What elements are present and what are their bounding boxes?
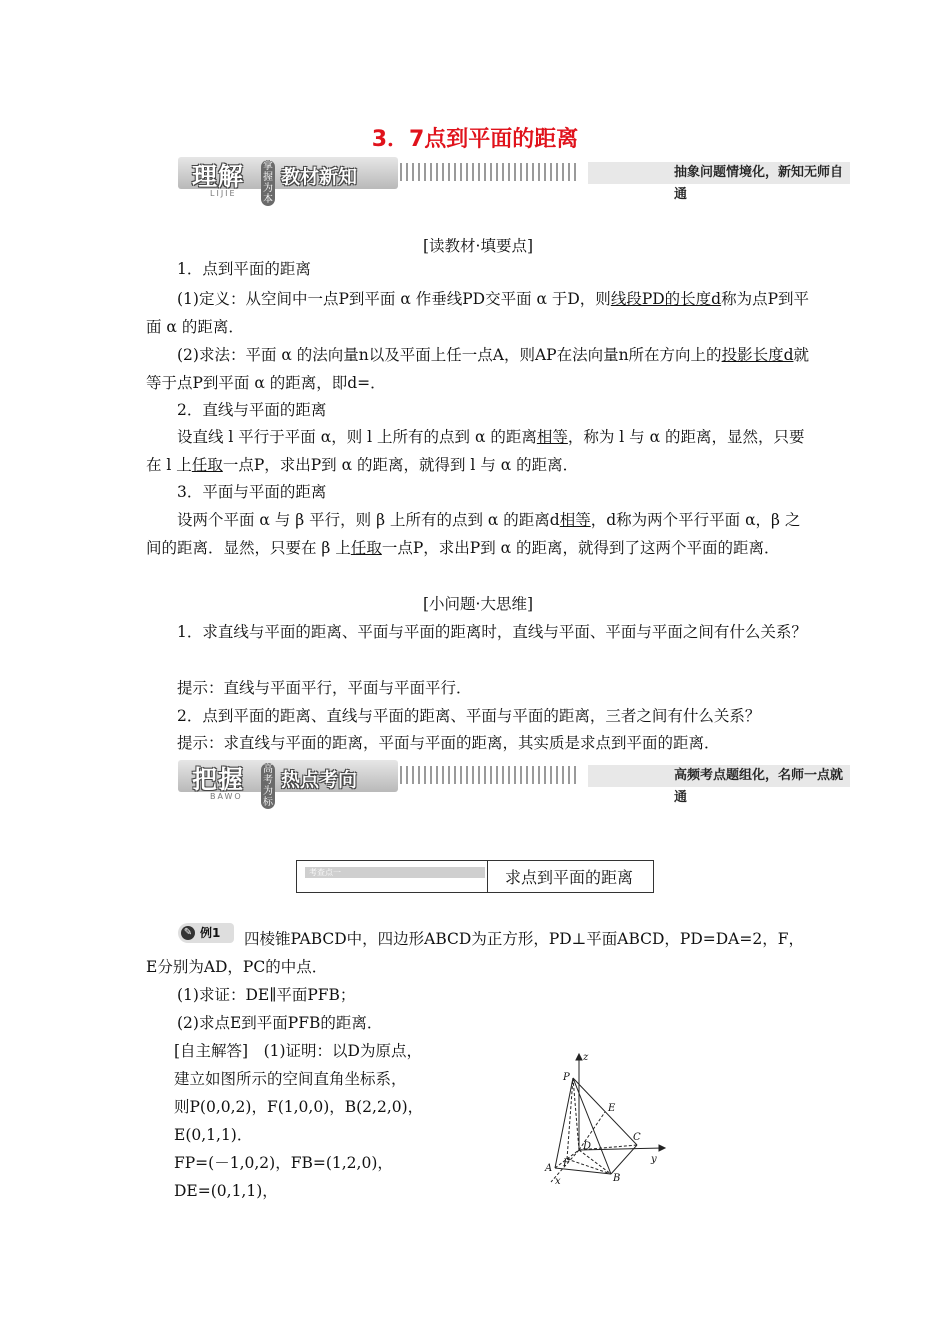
s3-text bbox=[146, 506, 810, 562]
text: 一点P，求出P到 α 的距离，就得到 l 与 α 的距离． bbox=[222, 456, 579, 474]
banner-pinyin: BAWO bbox=[210, 792, 243, 801]
underlined-term: 任取 bbox=[191, 456, 223, 474]
topic-tag: 考查点一 bbox=[305, 867, 485, 878]
label-P: P bbox=[563, 1072, 570, 1083]
example-number: 例1 bbox=[200, 926, 221, 940]
text: 称为点P到平面 α 的距离． bbox=[146, 290, 810, 336]
underlined-term: 任取 bbox=[350, 539, 382, 557]
solution-line: DE=(0,1,1)， bbox=[174, 1182, 278, 1200]
edge-PC bbox=[573, 1078, 637, 1145]
label-z: z bbox=[583, 1052, 589, 1063]
pencil-icon: ✎ bbox=[181, 926, 195, 940]
section-banner-understand bbox=[178, 157, 850, 205]
solution-line: 则P(0,0,2)，F(1,0,0)，B(2,2,0)， bbox=[174, 1098, 424, 1116]
banner-small-text: 掌握为本 bbox=[263, 161, 273, 205]
label-y: y bbox=[651, 1154, 657, 1165]
topic-divider bbox=[487, 861, 488, 892]
s1-definition bbox=[146, 285, 810, 341]
s1-heading: 1．点到平面的距离 bbox=[177, 260, 311, 278]
banner-big-text: 理解 bbox=[192, 162, 245, 191]
s1-method bbox=[146, 341, 810, 397]
label-A: A bbox=[545, 1163, 553, 1174]
section-banner-master bbox=[178, 760, 850, 808]
s2-heading: 2．直线与平面的距离 bbox=[177, 401, 327, 419]
label-B: B bbox=[613, 1173, 621, 1184]
edge-PD bbox=[573, 1078, 579, 1150]
banner-pinyin: LIJIE bbox=[210, 189, 237, 198]
s3-heading: 3．平面与平面的距离 bbox=[177, 483, 327, 501]
text: 一点P，求出P到 α 的距离，就得到了这两个平面的距离． bbox=[381, 539, 780, 557]
think-header: [小问题·大思维] bbox=[422, 595, 534, 613]
answer-2: 提示：求直线与平面的距离，平面与平面的距离，其实质是求点到平面的距离． bbox=[177, 734, 720, 752]
topic-box bbox=[296, 860, 654, 893]
question-2: 2．点到平面的距离、直线与平面的距离、平面与平面的距离，三者之间有什么关系？ bbox=[177, 707, 761, 725]
example-question-1: (1)求证：DE∥平面PFB； bbox=[177, 986, 356, 1004]
label-D: D bbox=[583, 1141, 592, 1152]
question-1: 1．求直线与平面的距离、平面与平面的距离时，直线与平面、平面与平面之间有什么关系？ bbox=[177, 623, 807, 641]
text: (2)求法：平面 α 的法向量n以及平面上任一点A，则AP在法向量n所在方向上的 bbox=[177, 346, 722, 364]
answer-1: 提示：直线与平面平行，平面与平面平行． bbox=[177, 679, 472, 697]
banner-stripes bbox=[400, 766, 580, 784]
banner-small-text: 高考为标 bbox=[263, 764, 273, 808]
topic-title: 求点到平面的距离 bbox=[505, 868, 634, 887]
text: 就等于点P到平面 α 的距离，即d=． bbox=[146, 346, 810, 392]
read-header: [读教材·填要点] bbox=[422, 237, 534, 255]
page-title: 3．7点到平面的距离 bbox=[371, 127, 579, 152]
underlined-term: 线段PD的长度d bbox=[610, 290, 722, 308]
edge-PA bbox=[555, 1078, 573, 1168]
solution-line: [自主解答] (1)证明：以D为原点， bbox=[174, 1042, 422, 1060]
label-C: C bbox=[633, 1132, 641, 1143]
text: 设直线 l 平行于平面 α，则 l 上所有的点到 α 的距离 bbox=[177, 428, 537, 446]
z-arrow bbox=[576, 1054, 582, 1060]
banner-stripes bbox=[400, 163, 580, 181]
label-F: F bbox=[563, 1158, 570, 1169]
banner-big-text: 把握 bbox=[192, 765, 245, 794]
s2-text bbox=[146, 423, 810, 479]
text: ，d称为两个平行平面 α，β 之间的距离．显然，只要在 β 上 bbox=[146, 511, 801, 557]
text: ，称为 l 与 α 的距离，显然，只要在 l 上 bbox=[146, 428, 805, 474]
example-question-2: (2)求点E到平面PFB的距离． bbox=[177, 1014, 383, 1032]
solution-line: 建立如图所示的空间直角坐标系， bbox=[174, 1070, 407, 1088]
label-x: x bbox=[555, 1176, 561, 1187]
banner-sub-text: 教材新知 bbox=[281, 166, 358, 188]
pyramid-figure bbox=[533, 1050, 673, 1190]
text: (1)定义：从空间中一点P到平面 α 作垂线PD交平面 α 于D，则 bbox=[177, 290, 611, 308]
underlined-term: 相等 bbox=[536, 428, 568, 446]
y-arrow bbox=[659, 1145, 665, 1151]
banner-sub-text: 热点考向 bbox=[281, 769, 358, 791]
solution-line: E(0,1,1)． bbox=[174, 1126, 253, 1144]
underlined-term: 投影长度d bbox=[721, 346, 794, 364]
banner-tagline: 抽象问题情境化，新知无师自通 bbox=[588, 162, 850, 184]
text: 设两个平面 α 与 β 平行，则 β 上所有的点到 α 的距离d bbox=[177, 511, 560, 529]
label-E: E bbox=[608, 1103, 616, 1114]
segment-FP bbox=[567, 1078, 573, 1159]
solution-line: FP=(－1,0,2)，FB=(1,2,0)， bbox=[174, 1154, 393, 1172]
example-text: 四棱锥PABCD中，四边形ABCD为正方形，PD⊥平面ABCD，PD=DA=2，F，E分别为AD，PC的中点． bbox=[146, 930, 804, 976]
underlined-term: 相等 bbox=[559, 511, 591, 529]
banner-tagline: 高频考点题组化，名师一点就通 bbox=[588, 765, 850, 787]
